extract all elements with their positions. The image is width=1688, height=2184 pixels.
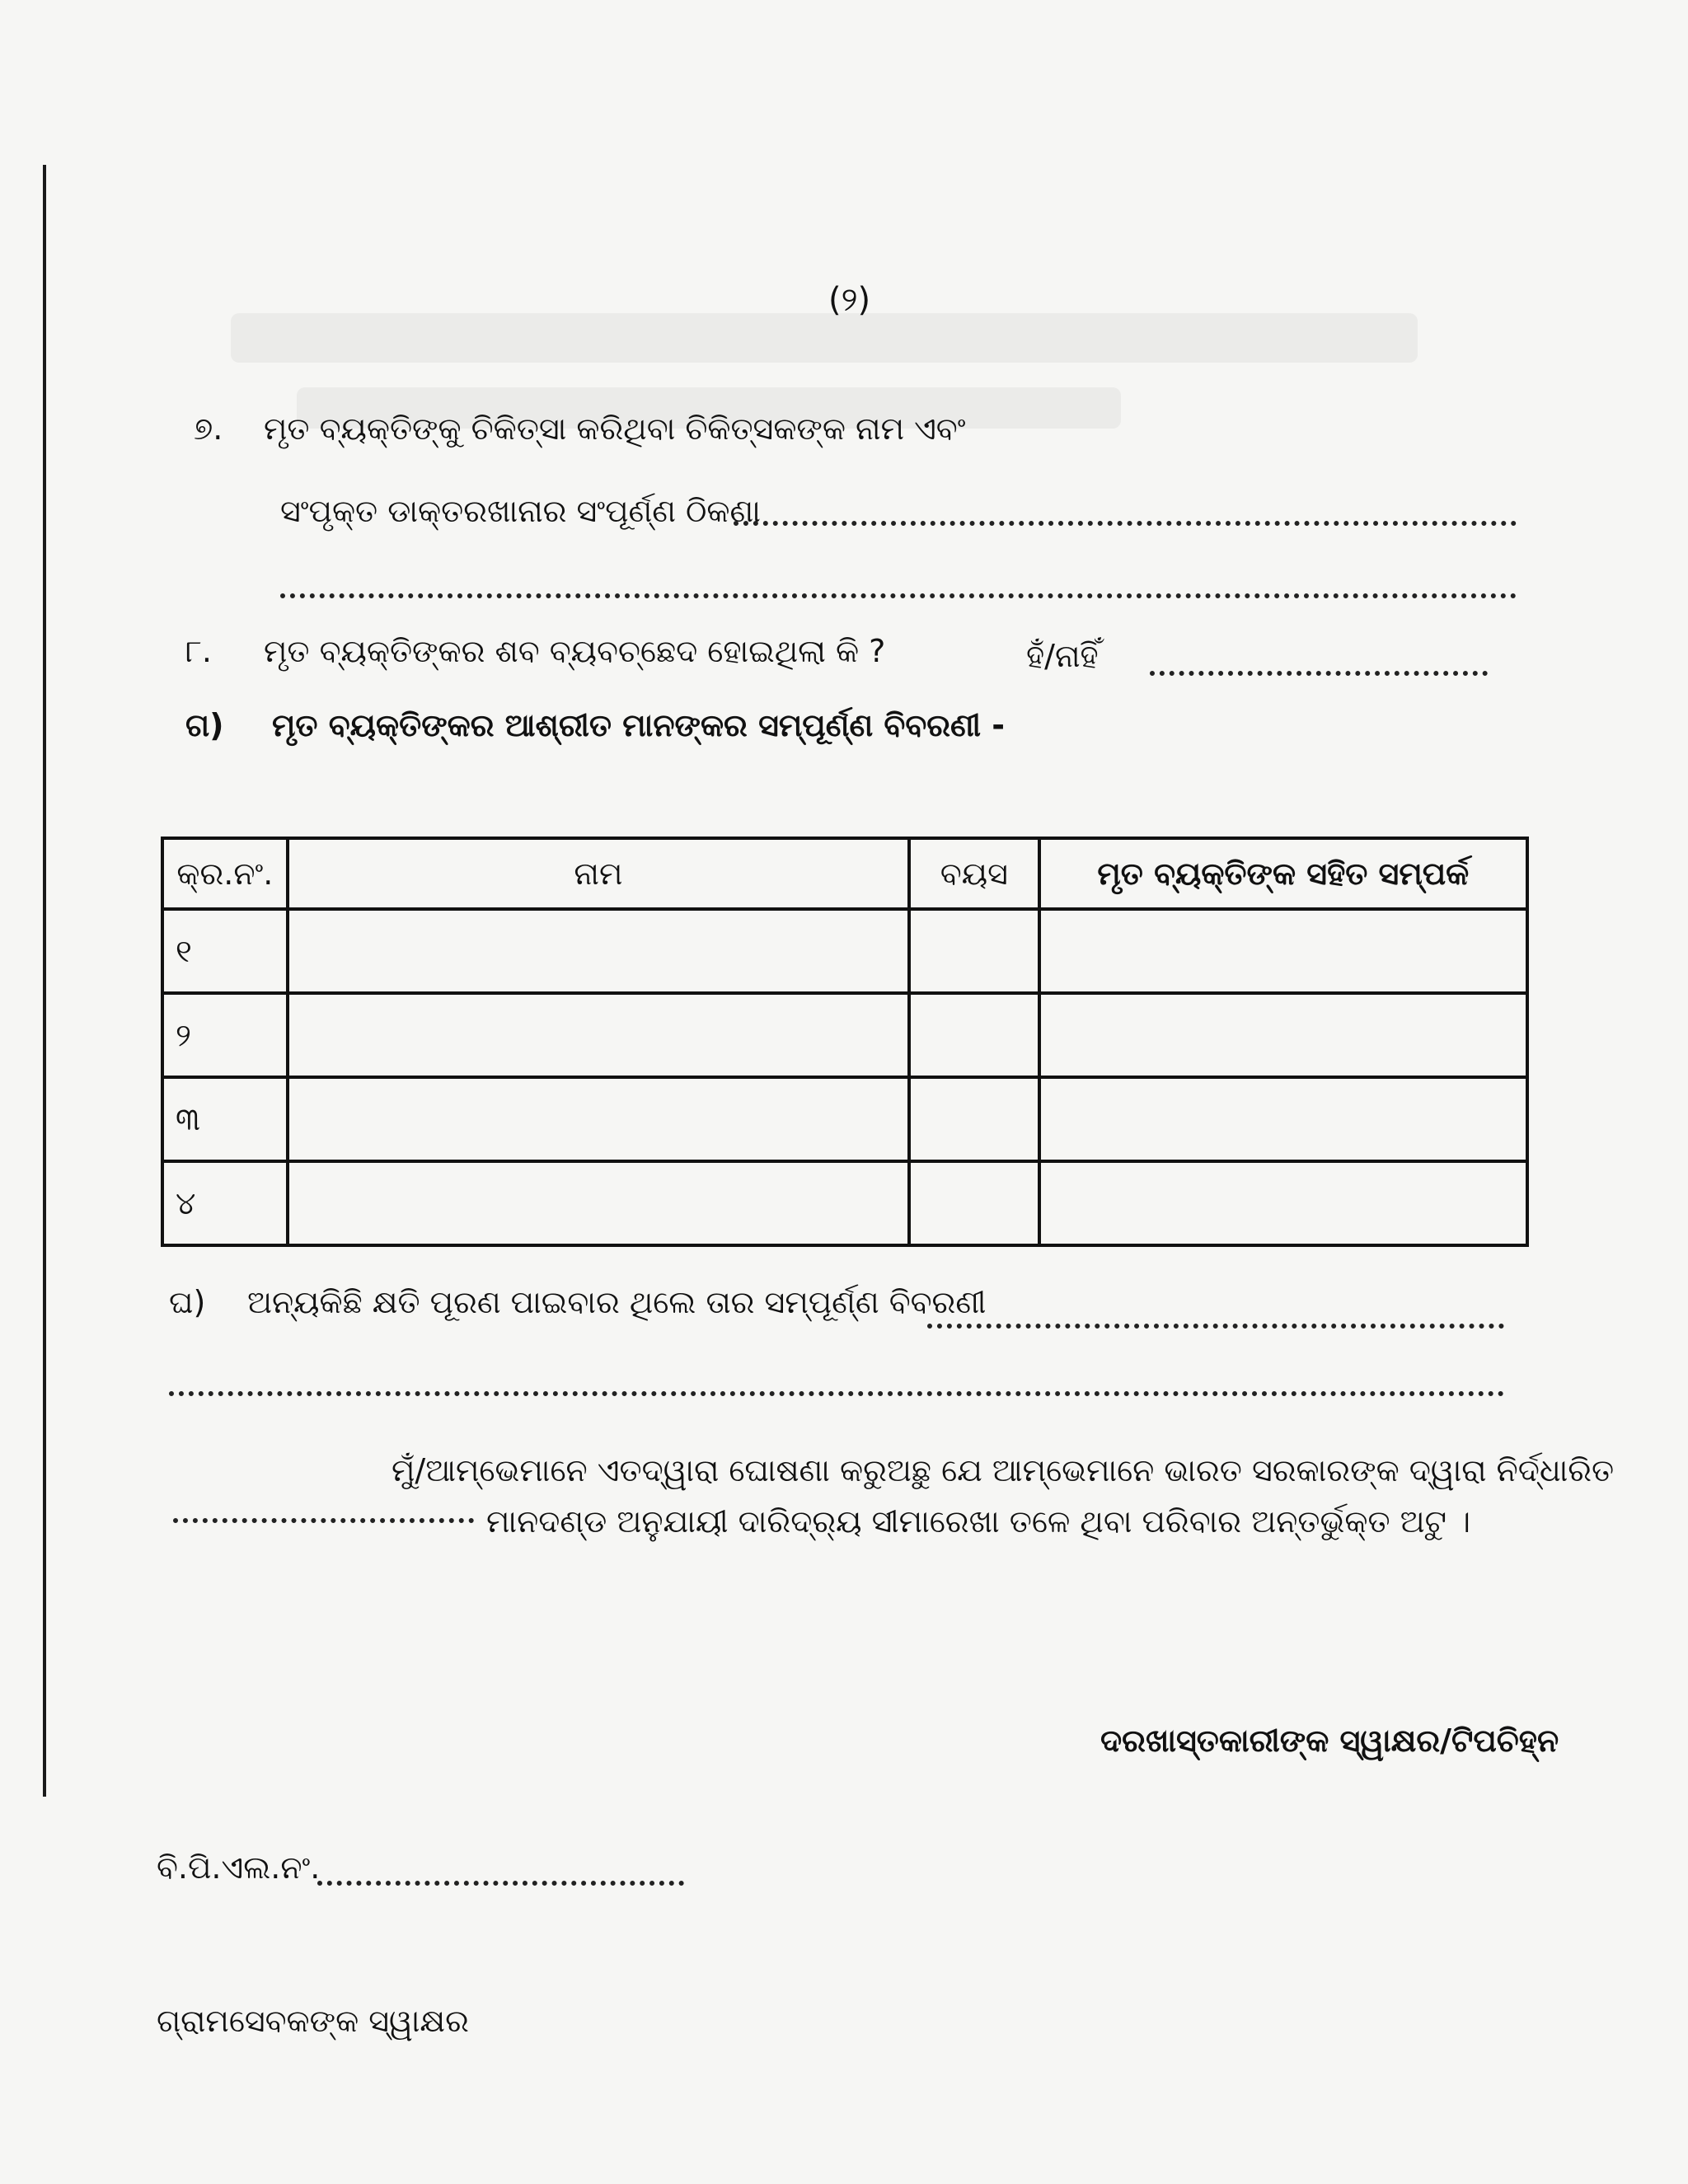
table-row — [162, 1077, 1527, 1161]
other-compensation-field-line2[interactable] — [169, 1391, 1504, 1396]
item-7-question-line2: ସଂପୃକ୍ତ ଡାକ୍ତରଖାନାର ସଂପୂର୍ଣ୍ଣ ଠିକଣା — [280, 493, 761, 529]
row-age-cell[interactable] — [909, 909, 1039, 993]
row-relation-cell[interactable] — [1039, 909, 1527, 993]
item-8-question: ମୃତ ବ୍ୟକ୍ତିଙ୍କର ଶବ ବ୍ୟବଚ୍ଛେଦ ହୋଇଥିଲା କି ? — [264, 633, 886, 669]
row-serial: ୨ — [162, 993, 288, 1077]
other-compensation-field-line1[interactable] — [927, 1324, 1504, 1329]
header-relation: ମୃତ ବ୍ୟକ୍ତିଙ୍କ ସହିତ ସମ୍ପର୍କ — [1039, 838, 1527, 909]
row-name-cell[interactable] — [288, 993, 909, 1077]
postmortem-answer-label: ହଁ/ନାହିଁ — [1026, 638, 1099, 674]
declaration-line2: ମାନଦଣ୍ଡ ଅନୁଯାୟୀ ଦାରିଦ୍ର୍ୟ ସୀମାରେଖା ତଳେ ଥିବା ପରିବାର ଅନ୍ତର୍ଭୁକ୍ତ ଅଟୁ । — [486, 1503, 1471, 1540]
hospital-address-field-line2[interactable] — [280, 593, 1517, 598]
header-name: ନାମ — [288, 838, 909, 909]
declaration-line1: ମୁଁ/ଆମ୍ଭେମାନେ ଏତଦ୍ୱାରା ଘୋଷଣା କରୁଅଛୁ ଯେ ଆମ୍ଭେମାନେ ଭାରତ ସରକାରଙ୍କ ଦ୍ୱାରା ନିର୍ଦ୍ଧାରିତ — [392, 1452, 1615, 1488]
row-age-cell[interactable] — [909, 993, 1039, 1077]
row-name-cell[interactable] — [288, 909, 909, 993]
header-age: ବୟସ — [909, 838, 1039, 909]
row-age-cell[interactable] — [909, 1161, 1039, 1245]
show-through-shadow — [231, 313, 1418, 363]
item-8-number: ୮. — [185, 633, 212, 669]
item-gha-question: ଅନ୍ୟକିଛି କ୍ଷତି ପୂରଣ ପାଇବାର ଥିଲେ ତାର ସମ୍ପୂର୍ଣ୍ଣ ବିବରଣୀ — [247, 1284, 987, 1320]
item-ga-heading: ମୃତ ବ୍ୟକ୍ତିଙ୍କର ଆଶ୍ରୀତ ମାନଙ୍କର ସମ୍ପୂର୍ଣ୍ଣ ବିବରଣୀ - — [272, 707, 1006, 743]
hospital-address-field-line1[interactable] — [734, 521, 1517, 526]
item-7-number: ୭. — [194, 410, 223, 447]
page-number: (୨) — [828, 281, 871, 319]
row-name-cell[interactable] — [288, 1161, 909, 1245]
table-row — [162, 1161, 1527, 1245]
left-margin-line — [43, 165, 46, 1797]
postmortem-answer-field[interactable] — [1150, 671, 1488, 676]
header-serial: କ୍ର.ନଂ. — [162, 838, 288, 909]
row-serial: ୧ — [162, 909, 288, 993]
dependents-table — [161, 837, 1529, 1247]
bpl-number-label: ବି.ପି.ଏଲ.ନଂ. — [157, 1849, 321, 1886]
applicant-signature-label: ଦରଖାସ୍ତକାରୀଙ୍କ ସ୍ୱାକ୍ଷର/ଟିପଚିହ୍ନ — [1100, 1722, 1559, 1759]
item-ga-number: ଗ) — [185, 707, 224, 743]
row-relation-cell[interactable] — [1039, 1077, 1527, 1161]
row-relation-cell[interactable] — [1039, 993, 1527, 1077]
item-7-question-line1: ମୃତ ବ୍ୟକ୍ତିଙ୍କୁ ଚିକିତ୍ସା କରିଥିବା ଚିକିତ୍ସକଙ୍କ ନାମ ଏବଂ — [264, 410, 966, 447]
bpl-number-field[interactable] — [317, 1881, 684, 1886]
gramsevak-signature-label: ଗ୍ରାମସେବକଙ୍କ ସ୍ୱାକ୍ଷର — [157, 2003, 469, 2039]
row-age-cell[interactable] — [909, 1077, 1039, 1161]
table-header-row — [162, 838, 1527, 909]
row-relation-cell[interactable] — [1039, 1161, 1527, 1245]
table-row — [162, 909, 1527, 993]
row-serial: ୪ — [162, 1161, 288, 1245]
item-gha-number: ଘ) — [169, 1284, 206, 1320]
table-row — [162, 993, 1527, 1077]
row-serial: ୩ — [162, 1077, 288, 1161]
row-name-cell[interactable] — [288, 1077, 909, 1161]
declaration-blank[interactable] — [173, 1518, 474, 1523]
